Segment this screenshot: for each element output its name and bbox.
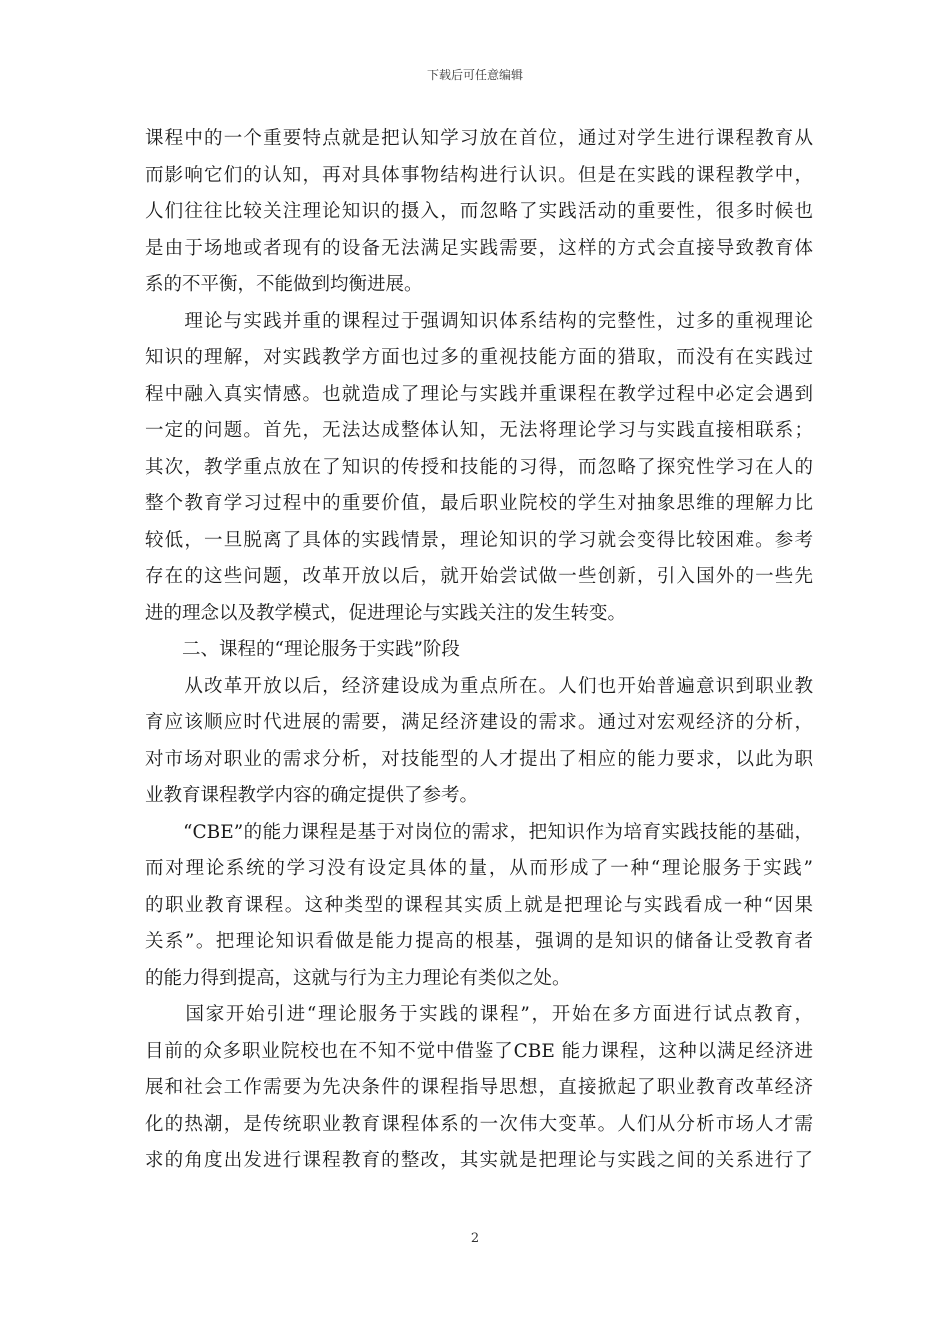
page-header: 下载后可任意编辑	[426, 68, 523, 82]
text-line: 较低，一旦脱离了具体的实践情景，理论知识的学习就会变得比较困难。参考	[145, 529, 813, 551]
text-line: 关系”。把理论知识看做是能力提高的根基，强调的是知识的储备让受教育者	[145, 931, 813, 952]
text-line: 知识的理解，对实践教学方面也过多的重视技能方面的猎取，而没有在实践过	[145, 347, 813, 368]
text-line: 目前的众多职业院校也在不知不觉中借鉴了CBE 能力课程，这种以满足经济进	[145, 1040, 813, 1062]
text-line: 一定的问题。首先，无法达成整体认知，无法将理论学习与实践直接相联系；	[145, 420, 813, 441]
text-line: 的能力得到提高，这就与行为主力理论有类似之处。	[145, 967, 571, 989]
text-line: 进的理念以及教学模式，促进理论与实践关注的发生转变。	[145, 602, 627, 624]
text-line: 课程中的一个重要特点就是把认知学习放在首位，通过对学生进行课程教育从	[145, 128, 813, 149]
page-number: 2	[470, 1231, 480, 1246]
text-line: 业教育课程教学内容的确定提供了参考。	[145, 785, 479, 806]
text-line: 国家开始引进“理论服务于实践的课程”，开始在多方面进行试点教育，	[145, 1004, 813, 1025]
text-line: 存在的这些问题，改革开放以后，就开始尝试做一些创新，引入国外的一些先	[145, 566, 813, 587]
text-line: 是由于场地或者现有的设备无法满足实践需要，这样的方式会直接导致教育体	[145, 237, 813, 259]
text-line: 而影响它们的认知，再对具体事物结构进行认识。但是在实践的课程教学中，	[145, 164, 813, 186]
text-line: 系的不平衡，不能做到均衡进展。	[145, 274, 423, 295]
text-line: 对市场对职业的需求分析，对技能型的人才提出了相应的能力要求，以此为职	[145, 748, 813, 770]
text-line: 的职业教育课程。这种类型的课程其实质上就是把理论与实践看成一种“因果	[145, 894, 813, 916]
section-heading: 二、课程的“理论服务于实践”阶段	[145, 639, 460, 660]
text-line: 展和社会工作需要为先决条件的课程指导思想，直接掀起了职业教育改革经济	[145, 1077, 813, 1098]
text-line: 人们往往比较关注理论知识的摄入，而忽略了实践活动的重要性，很多时候也	[145, 201, 813, 222]
text-line: “CBE”的能力课程是基于对岗位的需求，把知识作为培育实践技能的基础，	[145, 821, 813, 843]
text-line: 理论与实践并重的课程过于强调知识体系结构的完整性，过多的重视理论	[145, 310, 813, 332]
text-line: 整个教育学习过程中的重要价值，最后职业院校的学生对抽象思维的理解力比	[145, 493, 813, 514]
text-line: 而对理论系统的学习没有设定具体的量，从而形成了一种“理论服务于实践”	[145, 858, 813, 879]
text-line: 求的角度出发进行课程教育的整改，其实就是把理论与实践之间的关系进行了	[145, 1150, 813, 1171]
text-line: 从改革开放以后，经济建设成为重点所在。人们也开始普遍意识到职业教	[145, 675, 813, 697]
text-line: 其次，教学重点放在了知识的传授和技能的习得，而忽略了探究性学习在人的	[145, 456, 813, 478]
text-line: 育应该顺应时代进展的需要，满足经济建设的需求。通过对宏观经济的分析，	[145, 712, 813, 733]
document-body	[145, 121, 813, 1180]
text-line: 化的热潮，是传统职业教育课程体系的一次伟大变革。人们从分析市场人才需	[145, 1113, 813, 1135]
text-line: 程中融入真实情感。也就造成了理论与实践并重课程在教学过程中必定会遇到	[145, 383, 813, 405]
